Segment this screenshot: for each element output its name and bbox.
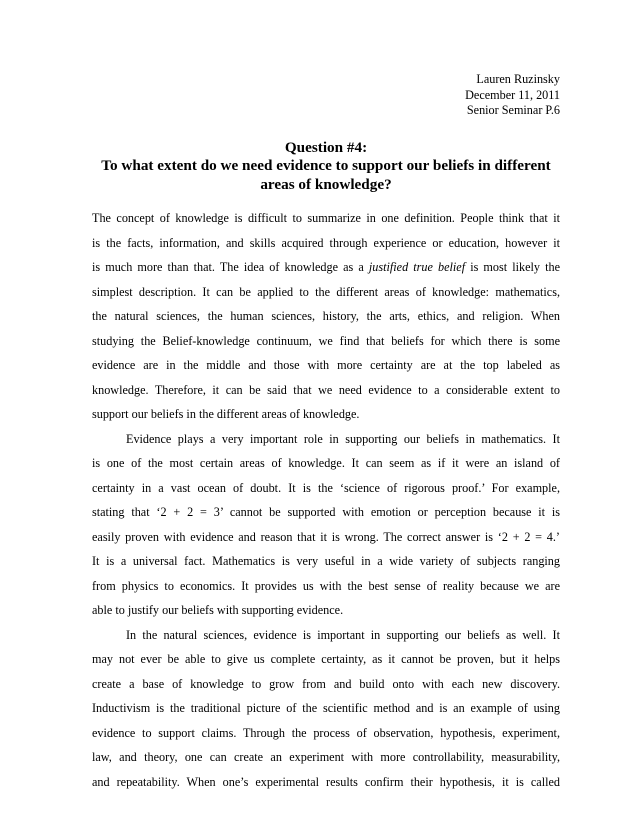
text-line: In the natural sciences, evidence is important in supporting our beliefs as well. It bbox=[126, 627, 560, 642]
paragraph-3 bbox=[92, 623, 560, 795]
text-line: create a base of knowledge to grow from and build onto with each new discovery. bbox=[92, 676, 560, 691]
text-line: the natural sciences, the human sciences, history, the arts, ethics, and religion. When bbox=[92, 309, 560, 323]
text-line: knowledge. Therefore, it can be said that we need evidence to a considerable extent to bbox=[92, 382, 560, 397]
text-line: certainty in a vast ocean of doubt. It is the ‘science of rigorous proof.’ For example, bbox=[92, 480, 560, 495]
text-run: is much more than that. The idea of knowledge as a bbox=[92, 260, 369, 274]
text-line: Evidence plays a very important role in supporting our beliefs in mathematics. It bbox=[126, 431, 560, 446]
text-line: is one of the most certain areas of knowledge. It can seem as if it were an island of bbox=[92, 456, 560, 470]
text-line: evidence are in the middle and those with more certainty are at the top labeled as bbox=[92, 358, 560, 372]
text-line: may not ever be able to give us complete certainty, as it cannot be proven, but it helps bbox=[92, 652, 560, 666]
title-line-2: To what extent do we need evidence to support our beliefs in different bbox=[101, 157, 551, 174]
text-line: evidence to support claims. Through the process of observation, hypothesis, experiment, bbox=[92, 725, 560, 740]
text-line: law, and theory, one can create an experiment with more controllability, measurability, bbox=[92, 750, 560, 764]
document-header bbox=[92, 72, 560, 119]
course-name: Senior Seminar P.6 bbox=[466, 103, 560, 117]
text-line-with-emphasis bbox=[92, 255, 560, 280]
text-run: is most likely the bbox=[465, 260, 560, 274]
emphasized-term: justified true belief bbox=[368, 260, 466, 274]
text-line: and repeatability. When one’s experimental results confirm their hypothesis, it is called bbox=[92, 774, 560, 789]
title-line-1: Question #4: bbox=[284, 138, 368, 156]
paragraph-1 bbox=[92, 206, 560, 427]
text-line: easily proven with evidence and reason that it is wrong. The correct answer is ‘2 + 2 = 4.’ bbox=[92, 529, 560, 544]
text-line: It is a universal fact. Mathematics is very useful in a wide variety of subjects ranging bbox=[92, 554, 560, 568]
text-line: support our beliefs in the different areas of knowledge. bbox=[92, 407, 360, 421]
text-line: Inductivism is the traditional picture of the scientific method and is an example of using bbox=[92, 701, 560, 715]
author-name: Lauren Ruzinsky bbox=[476, 72, 560, 86]
text-line: able to justify our beliefs with supporting evidence. bbox=[92, 603, 344, 617]
text-line: is the facts, information, and skills acquired through experience or education, however it bbox=[92, 235, 560, 250]
text-line: The concept of knowledge is difficult to summarize in one definition. People think that it bbox=[92, 211, 560, 225]
text-line: from physics to economics. It provides us with the best sense of reality because we are bbox=[92, 578, 560, 593]
essay-body bbox=[92, 206, 560, 794]
title-line-3: areas of knowledge? bbox=[260, 175, 392, 193]
text-line: studying the Belief-knowledge continuum, we find that beliefs for which there is some bbox=[92, 333, 560, 348]
paragraph-2 bbox=[92, 427, 560, 623]
essay-title bbox=[92, 139, 560, 195]
text-line: stating that ‘2 + 2 = 3’ cannot be supported with emotion or perception because it is bbox=[92, 505, 560, 519]
document-date: December 11, 2011 bbox=[465, 87, 560, 102]
text-line: simplest description. It can be applied to the different areas of knowledge: mathematics, bbox=[92, 284, 560, 299]
